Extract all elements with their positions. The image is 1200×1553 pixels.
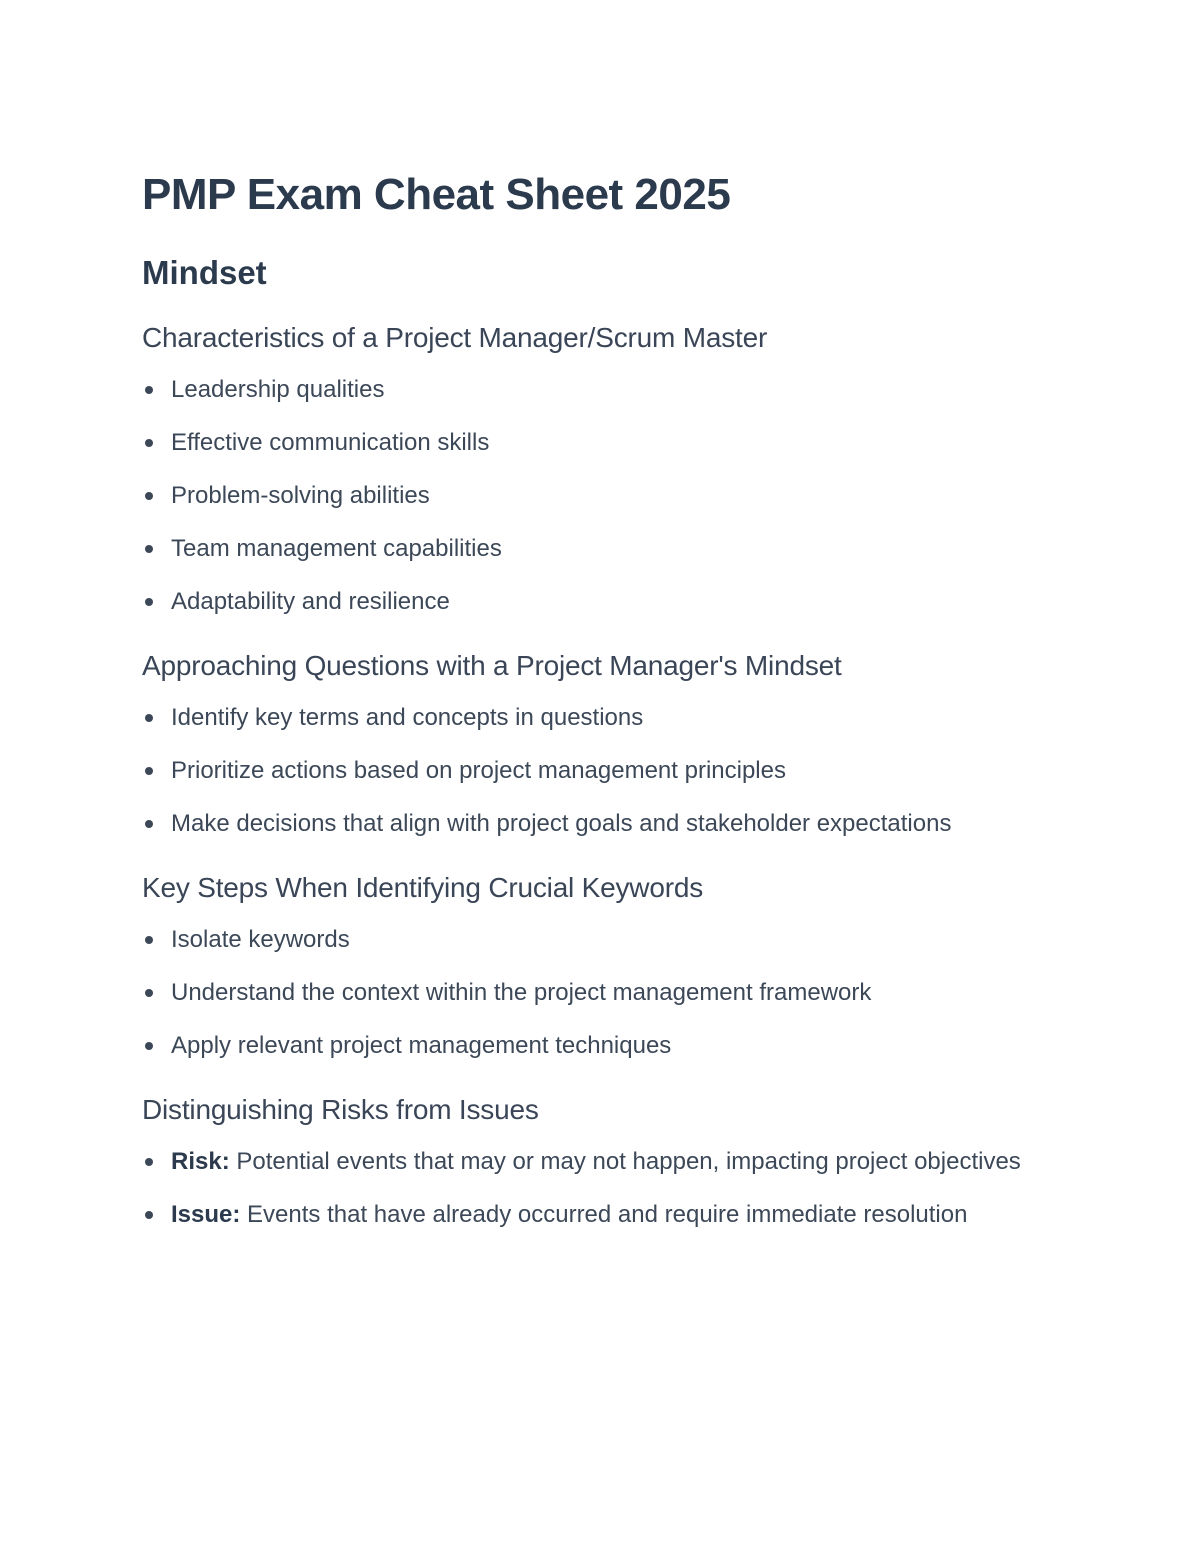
- bullet-icon: [145, 492, 153, 500]
- bullet-icon: [145, 1042, 153, 1050]
- bullet-icon: [145, 386, 153, 394]
- list-item: Problem-solving abilities: [142, 476, 1042, 516]
- bullet-icon: [145, 545, 153, 553]
- bullet-icon: [145, 820, 153, 828]
- bullet-icon: [145, 439, 153, 447]
- bullet-list-keywords: [142, 920, 1042, 1066]
- list-item-issue: [142, 1195, 1042, 1235]
- definition-risk: Potential events that may or may not happen, impacting project objectives: [229, 1148, 1021, 1175]
- subsection-title-approaching-questions: Approaching Questions with a Project Manager's Mindset: [142, 650, 842, 681]
- document-page: [142, 168, 1042, 1235]
- term-risk: Risk:: [171, 1148, 230, 1175]
- document-title: PMP Exam Cheat Sheet 2025: [142, 170, 731, 219]
- list-item: Adaptability and resilience: [142, 582, 1042, 622]
- list-item: Leadership qualities: [142, 370, 1042, 410]
- bullet-icon: [145, 767, 153, 775]
- bullet-icon: [145, 1211, 153, 1219]
- bullet-icon: [145, 1158, 153, 1166]
- term-issue: Issue:: [171, 1201, 241, 1228]
- section-title-mindset: Mindset: [142, 254, 267, 291]
- list-item: Identify key terms and concepts in questions: [142, 698, 1042, 738]
- list-item-risk: [142, 1142, 1042, 1182]
- list-item: Apply relevant project management techniques: [142, 1026, 1042, 1066]
- bullet-icon: [145, 714, 153, 722]
- list-item: Make decisions that align with project goals and stakeholder expectations: [142, 804, 1042, 844]
- bullet-list-approaching-questions: [142, 698, 1042, 844]
- bullet-list-characteristics: [142, 370, 1042, 622]
- definition-issue: Events that have already occurred and require immediate resolution: [240, 1201, 968, 1228]
- subsection-title-characteristics: Characteristics of a Project Manager/Scrum Master: [142, 322, 768, 353]
- list-item: Effective communication skills: [142, 423, 1042, 463]
- subsection-title-keywords: Key Steps When Identifying Crucial Keywords: [142, 872, 703, 903]
- bullet-icon: [145, 989, 153, 997]
- bullet-list-risks-issues: [142, 1142, 1042, 1235]
- bullet-icon: [145, 936, 153, 944]
- list-item: Team management capabilities: [142, 529, 1042, 569]
- list-item: Understand the context within the project management framework: [142, 973, 1042, 1013]
- list-item: Prioritize actions based on project management principles: [142, 751, 1042, 791]
- subsection-title-risks-issues: Distinguishing Risks from Issues: [142, 1094, 539, 1125]
- bullet-icon: [145, 598, 153, 606]
- list-item: Isolate keywords: [142, 920, 1042, 960]
